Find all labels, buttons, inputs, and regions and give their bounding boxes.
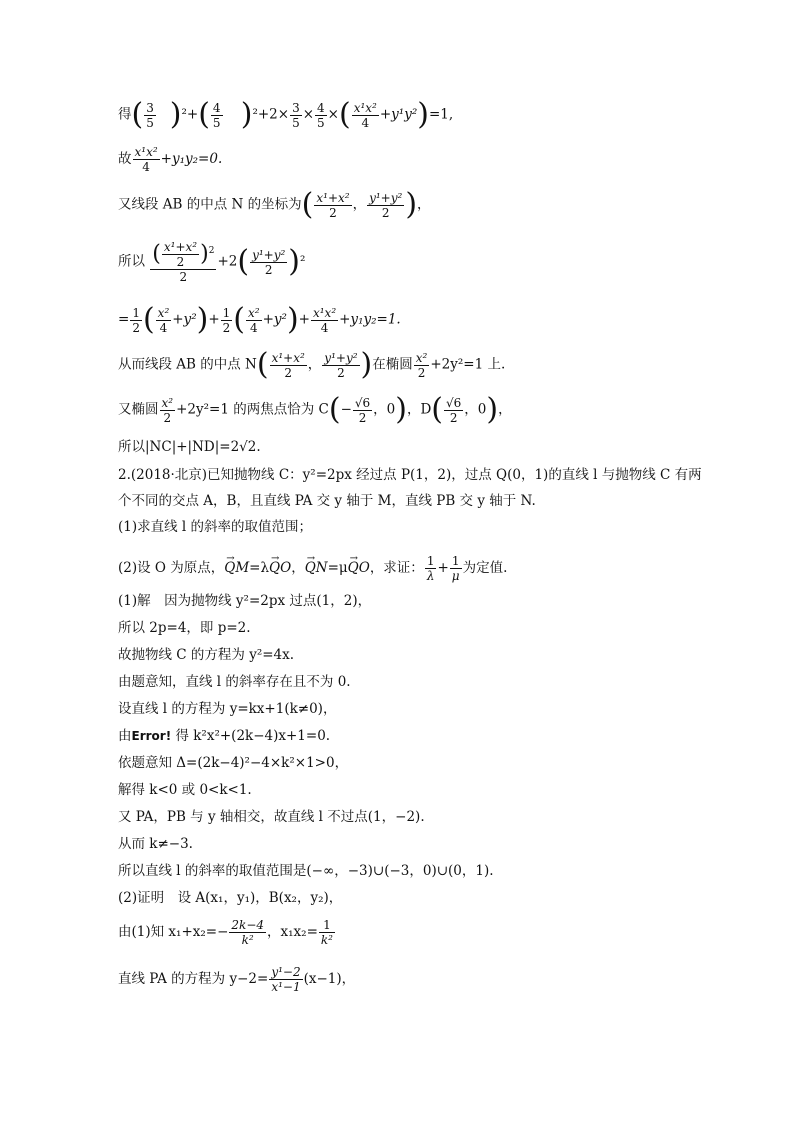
equation-line-2: 故 $\frac{\text{x¹x²}}{4}$ +y₁y₂=0.	[118, 145, 223, 174]
question-2: (2)设 O 为原点，→ QM=λ→ QO，→ QN=μ→ QO，求证： $\frac{1}{\lambda}$ + $\frac{1}{\mu}$ 为定值.	[118, 554, 507, 583]
equation-line-3: 又线段 AB 的中点 N 的坐标为( $\frac{\text{x¹+x²}}{2}$ ， $\frac{\text{y¹+y²}}{2}$ )，	[118, 187, 431, 222]
equation-line-5: = $\frac{1}{2}$ ( $\frac{\text{x²}}{4}$ +y²)+ $\frac{1}{2}$ ( $\frac{\text{x²}}{4}$ +y²)+ $\frac{\text{x¹x²}}{4}$ +y₁y₂=1.	[118, 302, 401, 337]
equation-line-4: 所以 ( $\frac{\text{x¹+x²}}{2}$ )$^2$ 2 +2( $\frac{\text{y¹+y²}}{2}$ )²	[118, 240, 306, 284]
solution-line-5: 设直线 l 的方程为 y=kx+1(k≠0)，	[118, 701, 337, 717]
problem-statement-line-1: 2.(2018·北京)已知抛物线 C：y²=2px 经过点 P(1，2)，过点 Q(0，1)的直线 l 与抛物线 C 有两	[118, 467, 702, 483]
solution-line-6: 由Error! 得 k²x²+(2k−4)x+1=0.	[118, 728, 331, 744]
solution-line-4: 由题意知，直线 l 的斜率存在且不为 0.	[118, 674, 351, 690]
problem-statement-line-2: 个不同的交点 A，B，且直线 PA 交 y 轴于 M，直线 PB 交 y 轴于 N.	[118, 493, 536, 509]
equation-line-7: 又椭圆 $\frac{\text{x²}}{2}$ +2y²=1 的两焦点恰为 C(− $\frac{√6}{2}$ ，0)，D( $\frac{√6}{2}$ ，0)，	[118, 392, 512, 427]
solution-line-7: 依题意知 Δ=(2k−4)²−4×k²×1>0，	[118, 755, 349, 771]
solution-line-8: 解得 k<0 或 0<k<1.	[118, 782, 252, 798]
solution-line-1: (1)解 因为抛物线 y²=2px 过点(1，2)，	[118, 593, 372, 609]
text: 得	[118, 106, 132, 123]
question-1: (1)求直线 l 的斜率的取值范围；	[118, 519, 313, 535]
solution-line-2: 所以 2p=4，即 p=2.	[118, 620, 251, 636]
solution-line-11: 所以直线 l 的斜率的取值范围是(−∞，−3)∪(−3，0)∪(0，1).	[118, 863, 494, 879]
proof-line-3: 直线 PA 的方程为 y−2= $\frac{\text{y¹−2}}{\text{x¹−1}}$ (x−1)，	[118, 965, 356, 994]
fraction: $\frac{3}{5}$	[146, 100, 154, 130]
solution-line-9: 又 PA，PB 与 y 轴相交，故直线 l 不过点(1，−2).	[118, 809, 425, 825]
text-line-8: 所以|NC|+|ND|=2√2.	[118, 439, 261, 455]
solution-line-3: 故抛物线 C 的方程为 y²=4x.	[118, 647, 295, 663]
proof-line-2: 由(1)知 x₁+x₂=− $\frac{2k-4}{\text{k²}}$ ，x₁x₂= $\frac{1}{\text{k²}}$	[118, 918, 333, 947]
equation-line-6: 从而线段 AB 的中点 N( $\frac{\text{x¹+x²}}{2}$ ， $\frac{\text{y¹+y²}}{2}$ )在椭圆 $\frac{\text{x²}}{2}$ +2y²=1 上.	[118, 347, 506, 382]
solution-line-10: 从而 k≠−3.	[118, 836, 193, 852]
proof-line-1: (2)证明 设 A(x₁，y₁)，B(x₂，y₂)，	[118, 890, 343, 906]
equation-line-1: 得( $\frac{3}{5}$ )²+( $\frac{4}{5}$ )²+2× $\frac{3}{5}$ × $\frac{4}{5}$ ×( $\frac{\text{x¹x²}}{4}$ +y¹y²)=1,	[118, 97, 454, 132]
